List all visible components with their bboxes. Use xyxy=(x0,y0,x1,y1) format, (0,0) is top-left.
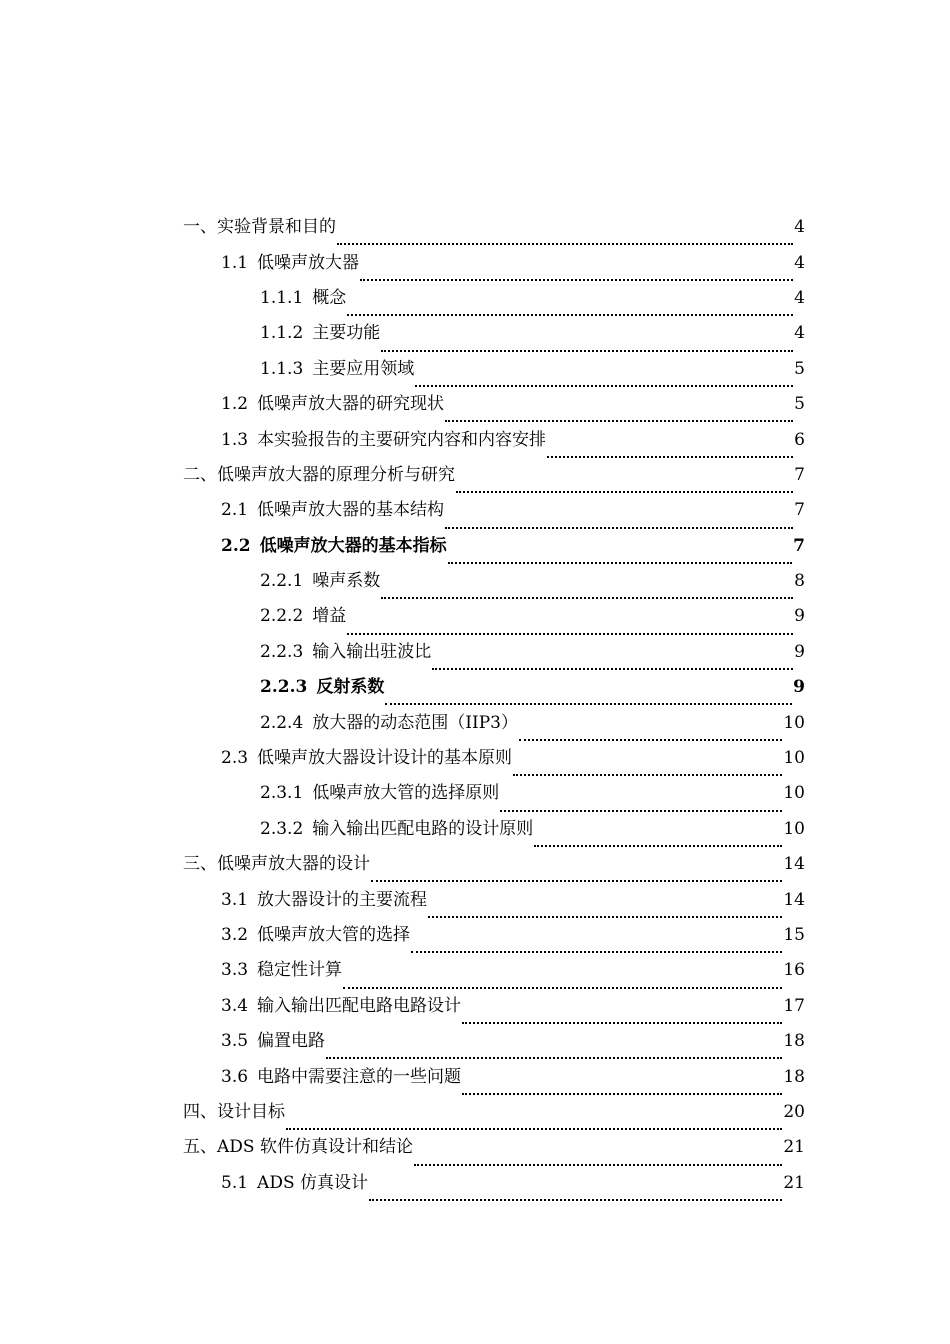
toc-entry-title: 反射系数 xyxy=(316,677,385,698)
toc-entry-number: 2.2.3 xyxy=(260,677,308,698)
toc-entry-title: 低噪声放大器 xyxy=(257,252,360,273)
toc-dot-leader xyxy=(547,444,793,458)
toc-entry-number: 3.5 xyxy=(221,1031,249,1052)
toc-entry-title: 设计目标 xyxy=(217,1101,285,1122)
toc-dot-leader xyxy=(360,267,793,281)
toc-entry-title: 输入输出匹配电路的设计原则 xyxy=(312,818,534,839)
toc-entry-title: 放大器设计的主要流程 xyxy=(257,889,428,910)
toc-entry-page-number: 9 xyxy=(794,641,805,662)
toc-entry-title: 主要应用领域 xyxy=(312,358,415,379)
toc-entry-title: 电路中需要注意的一些问题 xyxy=(257,1066,462,1087)
toc-entry-number: 3.2 xyxy=(221,925,249,945)
toc-entry-title: 放大器的动态范围（IIP3） xyxy=(312,712,518,733)
toc-entry-page-number: 5 xyxy=(794,394,805,415)
toc-entry-number: 2.3.2 xyxy=(260,818,304,839)
toc-entry[interactable] xyxy=(0,635,950,670)
toc-entry-title: 低噪声放大管的选择 xyxy=(257,925,411,945)
toc-entry-number: 3.3 xyxy=(221,960,249,981)
toc-entry-title: 低噪声放大器的原理分析与研究 xyxy=(217,464,455,485)
toc-dot-leader xyxy=(337,231,793,245)
toc-dot-leader xyxy=(347,302,793,316)
toc-entry[interactable] xyxy=(0,316,950,351)
toc-entry-page-number: 4 xyxy=(794,217,805,238)
toc-entry-title: 低噪声放大器设计设计的基本原则 xyxy=(257,748,513,769)
toc-entry-number: 1.1.3 xyxy=(260,358,304,379)
toc-dot-leader xyxy=(445,408,793,422)
toc-dot-leader xyxy=(513,762,782,776)
toc-entry-number: 2.3.1 xyxy=(260,783,304,804)
toc-dot-leader xyxy=(462,1081,782,1095)
toc-entry[interactable] xyxy=(0,599,950,634)
toc-entry[interactable] xyxy=(0,281,950,316)
toc-entry-title: 低噪声放大管的选择原则 xyxy=(312,783,500,804)
toc-dot-leader xyxy=(519,727,782,741)
toc-dot-leader xyxy=(432,656,793,670)
toc-entry[interactable] xyxy=(0,741,950,776)
toc-entry[interactable] xyxy=(0,352,950,387)
toc-dot-leader xyxy=(428,904,782,918)
toc-entry[interactable] xyxy=(0,989,950,1024)
toc-entry-page-number: 14 xyxy=(783,854,805,875)
toc-entry-page-number: 14 xyxy=(783,889,805,910)
toc-entry-page-number: 7 xyxy=(794,500,805,521)
toc-dot-leader xyxy=(381,585,793,599)
toc-entry-number: 2.3 xyxy=(221,748,249,769)
toc-dot-leader xyxy=(347,621,793,635)
toc-entry-page-number: 10 xyxy=(783,712,805,733)
toc-dot-leader xyxy=(462,1010,782,1024)
toc-entry-number: 2.2.2 xyxy=(260,606,304,627)
toc-dot-leader xyxy=(414,1152,782,1166)
toc-dot-leader xyxy=(326,1045,782,1059)
toc-entry[interactable] xyxy=(0,458,950,493)
toc-entry-title: 输入输出匹配电路电路设计 xyxy=(257,995,462,1016)
toc-entry-number: 2.2 xyxy=(221,535,251,556)
toc-entry-page-number: 20 xyxy=(783,1101,805,1122)
toc-entry-page-number: 18 xyxy=(783,1066,805,1087)
toc-entry[interactable] xyxy=(0,918,950,953)
toc-entry-title: 噪声系数 xyxy=(312,571,381,592)
toc-entry[interactable] xyxy=(0,493,950,528)
toc-dot-leader xyxy=(456,479,793,493)
toc-entry-title: 本实验报告的主要研究内容和内容安排 xyxy=(257,429,547,450)
toc-entry[interactable] xyxy=(0,812,950,847)
toc-entry-title: 实验背景和目的 xyxy=(217,217,336,238)
toc-entry-title: 低噪声放大器的研究现状 xyxy=(257,394,445,415)
toc-entry-number: 四、 xyxy=(183,1101,217,1122)
toc-entry-title: ADS 仿真设计 xyxy=(257,1172,369,1193)
toc-entry-page-number: 7 xyxy=(794,464,805,485)
toc-entry[interactable] xyxy=(0,847,950,882)
toc-entry-page-number: 16 xyxy=(783,960,805,981)
toc-entry-title: 增益 xyxy=(312,606,347,627)
toc-dot-leader xyxy=(286,1116,782,1130)
toc-entry[interactable] xyxy=(0,387,950,422)
toc-entry-page-number: 4 xyxy=(794,287,805,308)
toc-entry-page-number: 18 xyxy=(783,1031,805,1052)
toc-entry-title: 偏置电路 xyxy=(257,1031,326,1052)
toc-dot-leader xyxy=(385,691,792,705)
toc-entry-number: 2.2.1 xyxy=(260,571,304,592)
toc-entry-page-number: 21 xyxy=(783,1172,805,1193)
toc-dot-leader xyxy=(369,1187,782,1201)
toc-dot-leader xyxy=(381,338,793,352)
toc-entry-number: 三、 xyxy=(183,854,217,875)
toc-entry-page-number: 4 xyxy=(794,252,805,273)
toc-dot-leader xyxy=(343,975,782,989)
toc-entry[interactable] xyxy=(0,953,950,988)
toc-entry[interactable] xyxy=(0,882,950,917)
toc-entry-title: ADS 软件仿真设计和结论 xyxy=(217,1137,413,1158)
toc-dot-leader xyxy=(371,868,782,882)
toc-entry-number: 二、 xyxy=(183,464,217,485)
toc-entry-number: 3.4 xyxy=(221,995,249,1016)
toc-entry-number: 1.3 xyxy=(221,429,249,450)
toc-entry[interactable] xyxy=(0,210,950,245)
toc-entry[interactable] xyxy=(0,245,950,280)
toc-entry[interactable] xyxy=(0,670,950,705)
toc-entry-title: 低噪声放大器的设计 xyxy=(217,854,370,875)
toc-entry[interactable] xyxy=(0,1166,950,1201)
toc-entry[interactable] xyxy=(0,422,950,457)
toc-entry-page-number: 9 xyxy=(793,677,805,698)
toc-entry-number: 2.2.3 xyxy=(260,641,304,662)
toc-entry-title: 概念 xyxy=(312,287,347,308)
toc-entry[interactable] xyxy=(0,1095,950,1130)
toc-dot-leader xyxy=(415,373,793,387)
toc-entry-page-number: 17 xyxy=(783,995,805,1016)
toc-dot-leader xyxy=(500,798,782,812)
toc-entry-page-number: 5 xyxy=(794,358,805,379)
toc-entry-title: 低噪声放大器的基本结构 xyxy=(257,500,445,521)
toc-entry-page-number: 10 xyxy=(783,748,805,769)
toc-entry[interactable] xyxy=(0,776,950,811)
toc-entry-number: 五、 xyxy=(183,1137,217,1158)
toc-entry-number: 1.1 xyxy=(221,252,249,273)
toc-entry[interactable] xyxy=(0,1130,950,1165)
toc-dot-leader xyxy=(534,833,782,847)
toc-entry-title: 主要功能 xyxy=(312,323,381,344)
toc-entry-number: 1.1.2 xyxy=(260,323,304,344)
toc-dot-leader xyxy=(448,550,793,564)
toc-entry-page-number: 15 xyxy=(783,925,805,945)
toc-dot-leader xyxy=(411,939,782,953)
toc-entry-page-number: 4 xyxy=(794,323,805,344)
toc-entry-number: 3.6 xyxy=(221,1066,249,1087)
toc-entry-number: 2.2.4 xyxy=(260,712,304,733)
toc-entry-number: 1.1.1 xyxy=(260,287,304,308)
toc-entry[interactable] xyxy=(0,529,950,564)
toc-dot-leader xyxy=(445,515,793,529)
toc-entry-page-number: 6 xyxy=(794,429,805,450)
toc-entry[interactable] xyxy=(0,1059,950,1094)
toc-entry-page-number: 8 xyxy=(794,571,805,592)
toc-entry[interactable] xyxy=(0,1024,950,1059)
toc-entry-page-number: 21 xyxy=(783,1137,805,1158)
toc-entry-page-number: 10 xyxy=(783,818,805,839)
toc-entry-page-number: 9 xyxy=(794,606,805,627)
table-of-contents xyxy=(0,210,950,1201)
toc-entry-title: 稳定性计算 xyxy=(257,960,343,981)
toc-entry[interactable] xyxy=(0,705,950,740)
toc-entry-number: 3.1 xyxy=(221,889,249,910)
toc-entry-number: 5.1 xyxy=(221,1172,249,1193)
toc-entry-page-number: 7 xyxy=(793,535,805,556)
toc-entry[interactable] xyxy=(0,564,950,599)
toc-entry-title: 输入输出驻波比 xyxy=(312,641,432,662)
toc-entry-page-number: 10 xyxy=(783,783,805,804)
toc-entry-title: 低噪声放大器的基本指标 xyxy=(259,535,447,556)
toc-entry-number: 一、 xyxy=(183,217,217,238)
toc-entry-number: 1.2 xyxy=(221,394,249,415)
toc-entry-number: 2.1 xyxy=(221,500,249,521)
